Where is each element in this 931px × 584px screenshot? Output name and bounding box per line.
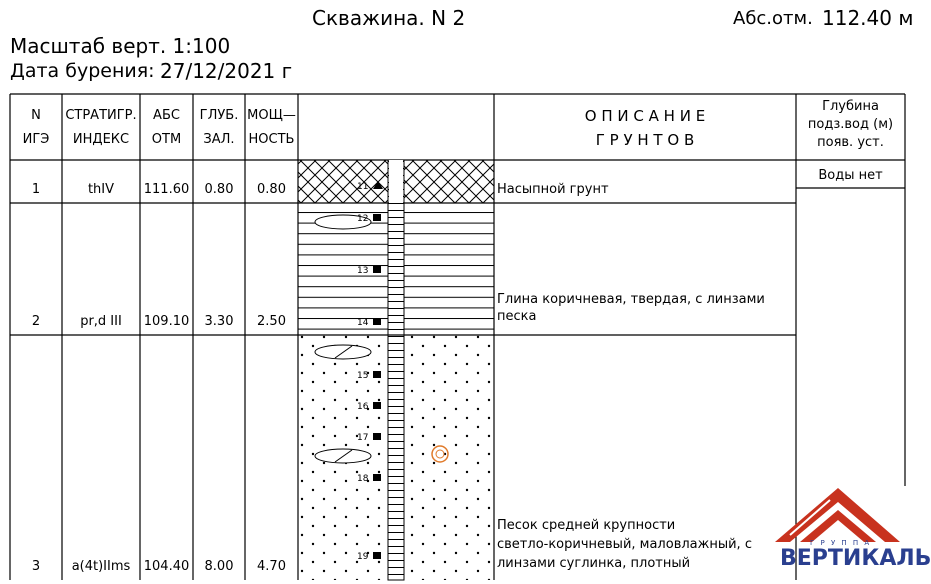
layer-2-thickness: 2.50	[257, 314, 286, 329]
svg-text:11: 11	[357, 182, 369, 192]
col-header-thickness: МОЩ— НОСТЬ	[247, 108, 296, 147]
hatch-layer-3-right	[404, 335, 494, 580]
layer-1-abs: 111.60	[143, 182, 190, 197]
casing-column	[388, 160, 404, 580]
hatch-layer-2-right	[404, 203, 494, 335]
groundwater-note: Воды нет	[818, 168, 883, 183]
layer-3-thickness: 4.70	[257, 559, 286, 574]
layer-3-n: 3	[31, 559, 41, 574]
date-label: Дата бурения:	[10, 60, 155, 82]
layer-1-thickness: 0.80	[257, 182, 286, 197]
col-header-description: О П И С А Н И Е Г Р У Н Т О В	[584, 107, 706, 149]
col-header-n-ige: N ИГЭ	[22, 108, 50, 147]
layer-1-depth: 0.80	[204, 182, 234, 197]
vertikal-logo	[770, 480, 931, 580]
svg-text:17: 17	[357, 433, 369, 443]
date-value: 27/12/2021 г	[160, 59, 293, 83]
layer-2-index: pr,d III	[80, 314, 122, 329]
svg-text:19: 19	[357, 552, 369, 562]
hatch-layer-1-right	[404, 160, 494, 203]
col-header-abs: АБС ОТМ	[151, 108, 182, 147]
layer-2-n: 2	[31, 314, 41, 329]
layer-2-depth: 3.30	[204, 314, 234, 329]
hatch-layer-1-left	[298, 160, 388, 203]
svg-text:16: 16	[357, 402, 369, 412]
svg-text:14: 14	[357, 318, 369, 328]
layer-3-index: a(4t)IIms	[71, 559, 131, 574]
layer-1-description: Насыпной грунт	[497, 182, 609, 197]
svg-text:18: 18	[357, 474, 369, 484]
layer-1-n: 1	[31, 182, 41, 197]
col-header-depth: ГЛУБ. ЗАЛ.	[199, 108, 239, 147]
layer-3-description: Песок средней крупности светло-коричневый, маловлажный, с линзами суглинка, плотный	[497, 518, 752, 571]
svg-text:12: 12	[357, 214, 369, 224]
col-header-groundwater: Глубина подз.вод (м) появ. уст.	[807, 99, 894, 150]
logo-group-text: Г Р У П П А	[810, 539, 872, 547]
layer-2-abs: 109.10	[143, 314, 190, 329]
abs-mark-label: Абс.отм.	[733, 8, 813, 29]
layer-3-abs: 104.40	[143, 559, 190, 574]
layer-2-description: Глина коричневая, твердая, с линзами песка	[497, 292, 765, 324]
col-header-strat: СТРАТИГР. ИНДЕКС	[65, 108, 137, 147]
svg-text:13: 13	[357, 266, 369, 276]
abs-mark-value: 112.40 м	[822, 6, 914, 30]
scale-text: Масштаб верт. 1:100	[10, 34, 231, 58]
logo-name: ВЕРТИКАЛЬ	[780, 546, 931, 571]
layer-1-index: thIV	[87, 182, 115, 197]
layer-3-depth: 8.00	[204, 559, 234, 574]
svg-text:15: 15	[357, 371, 369, 381]
borehole-title: Скважина. N 2	[312, 6, 466, 30]
